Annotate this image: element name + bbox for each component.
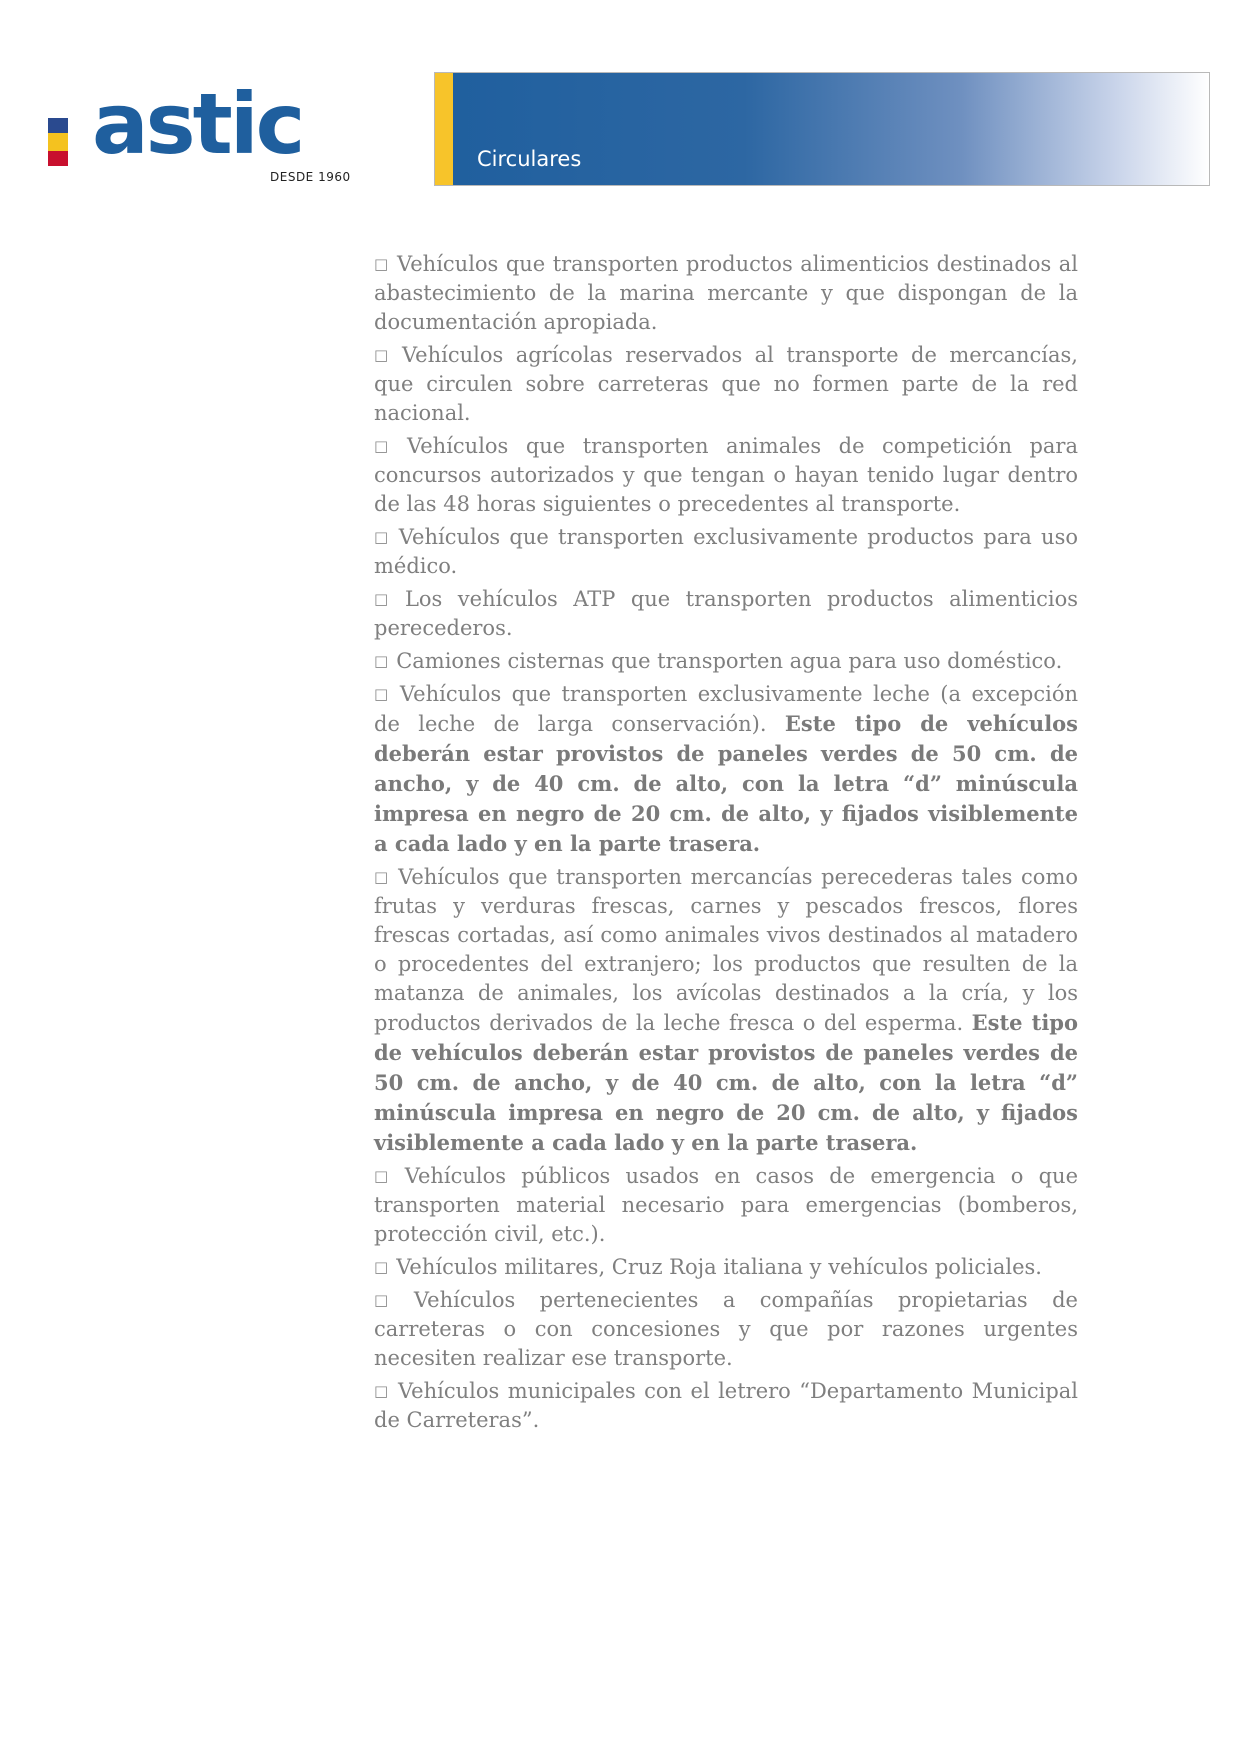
logo-wordmark: astic	[92, 75, 303, 173]
list-item	[374, 1253, 1078, 1282]
logo-since-label: DESDE 1960	[270, 170, 351, 184]
item-text: Los vehículos ATP que transporten productos alimenticios perecederos.	[374, 587, 1078, 640]
item-text: Vehículos que transporten animales de competición para concursos autorizados y que tengan o hayan tenido lugar dentro de las 48 horas siguientes o precedentes al transporte.	[374, 434, 1078, 516]
bullet-icon: □	[374, 346, 394, 364]
bullet-icon: □	[374, 1382, 390, 1400]
spain-eu-flag-icon	[48, 118, 68, 166]
bullet-icon: □	[374, 868, 391, 886]
item-text: Vehículos que transporten mercancías perecederas tales como frutas y verduras frescas, carnes y pescados frescos, flores frescas cortadas, así como animales vivos destinados al matadero o procedentes del extranjero; los productos que resulten de la matanza de animales, los avícolas destinados a la cría, y los productos derivados de la leche fresca o del esperma.	[374, 865, 1078, 1035]
list-item	[374, 585, 1078, 643]
item-bold-text: Este tipo de vehículos deberán estar provistos de paneles verdes de 50 cm. de ancho, y de 40 cm. de alto, con la letra “d” minúscula impresa en negro de 20 cm. de alto, y fijados visiblemente a cada lado y en la parte trasera.	[374, 1010, 1078, 1155]
item-text: Vehículos militares, Cruz Roja italiana y vehículos policiales.	[396, 1255, 1042, 1279]
item-text: Vehículos públicos usados en casos de emergencia o que transporten material necesario para emergencias (bomberos, protección civil, etc.).	[374, 1164, 1078, 1246]
bullet-icon: □	[374, 685, 392, 703]
astic-logo	[46, 75, 366, 188]
bullet-icon: □	[374, 1258, 389, 1276]
list-item	[374, 523, 1078, 581]
list-item	[374, 680, 1078, 859]
list-item	[374, 1162, 1078, 1249]
list-item	[374, 1377, 1078, 1435]
list-item	[374, 863, 1078, 1158]
section-banner	[434, 72, 1210, 186]
banner-accent-bar	[435, 73, 453, 185]
list-item	[374, 432, 1078, 519]
item-text: Camiones cisternas que transporten agua para uso doméstico.	[396, 649, 1063, 673]
bullet-icon: □	[374, 528, 391, 546]
item-text: Vehículos que transporten productos alimenticios destinados al abastecimiento de la marina mercante y que dispongan de la documentación apropiada.	[374, 252, 1078, 334]
item-text: Vehículos municipales con el letrero “Departamento Municipal de Carreteras”.	[374, 1379, 1078, 1432]
list-item	[374, 1286, 1078, 1373]
bullet-icon: □	[374, 1291, 406, 1309]
document-body	[374, 250, 1078, 1439]
list-item	[374, 647, 1078, 676]
bullet-icon: □	[374, 437, 399, 455]
item-text: Vehículos agrícolas reservados al transporte de mercancías, que circulen sobre carreteras que no formen parte de la red nacional.	[374, 343, 1078, 425]
bullet-icon: □	[374, 652, 389, 670]
list-item	[374, 341, 1078, 428]
section-label: Circulares	[477, 147, 582, 171]
item-text: Vehículos pertenecientes a compañías propietarias de carreteras o con concesiones y que por razones urgentes necesiten realizar ese transporte.	[374, 1288, 1078, 1370]
list-item	[374, 250, 1078, 337]
bullet-icon: □	[374, 255, 389, 273]
item-bold-text: Este tipo de vehículos deberán estar provistos de paneles verdes de 50 cm. de ancho, y de 40 cm. de alto, con la letra “d” minúscula impresa en negro de 20 cm. de alto, y fijados visiblemente a cada lado y en la parte trasera.	[374, 711, 1079, 856]
bullet-icon: □	[374, 1167, 397, 1185]
bullet-icon: □	[374, 590, 397, 608]
item-text: Vehículos que transporten exclusivamente productos para uso médico.	[374, 525, 1078, 578]
item-text: Vehículos que transporten exclusivamente leche (a excepción de leche de larga conservación).	[374, 682, 1078, 736]
